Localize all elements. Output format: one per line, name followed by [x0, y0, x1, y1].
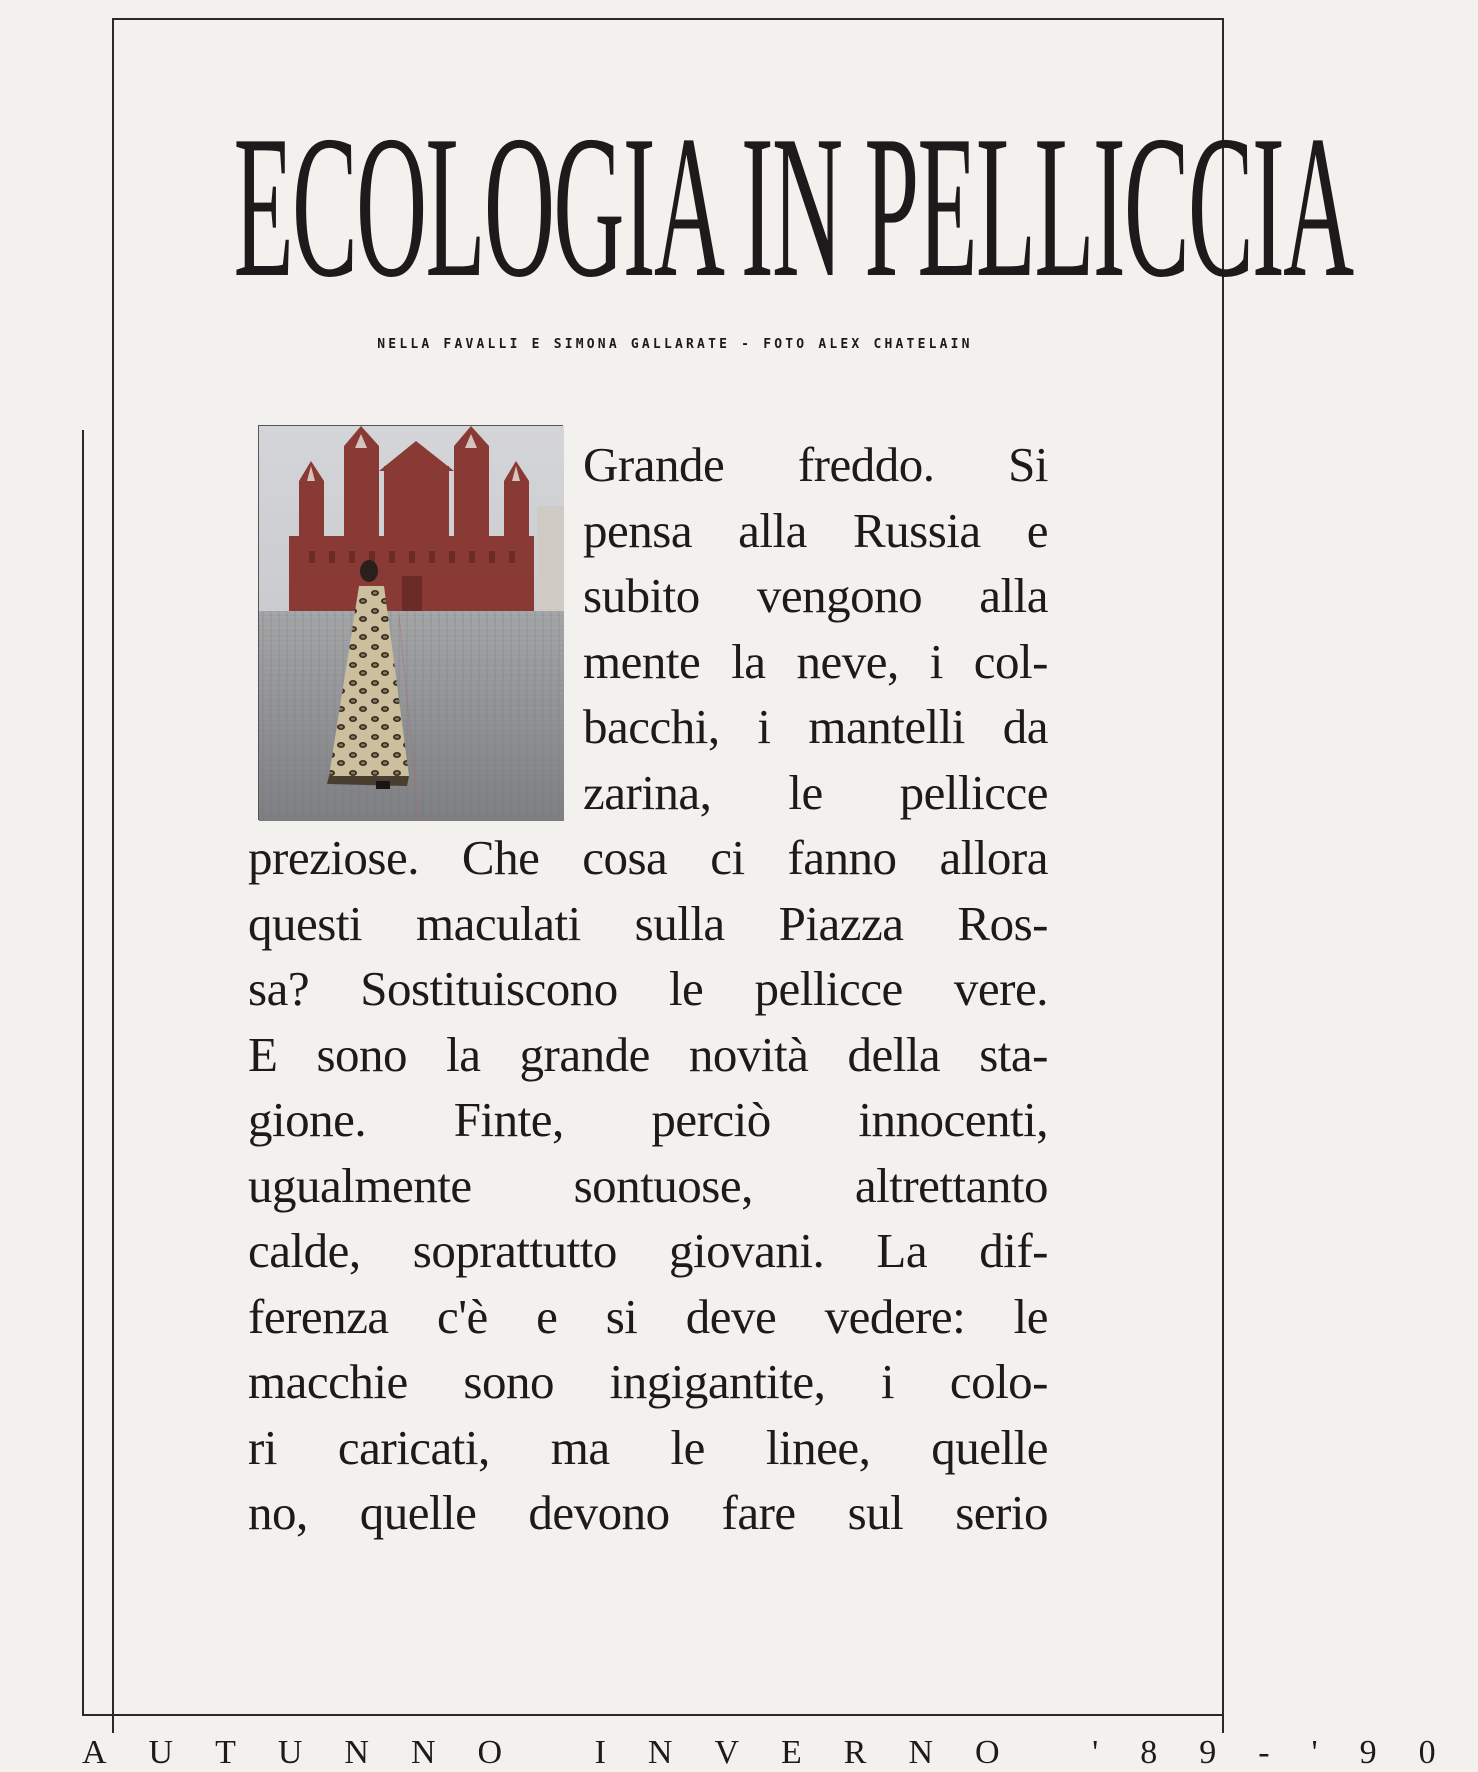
body-line: ri caricati, ma le linee, quelle	[248, 1419, 1048, 1475]
body-line: no, quelle devono fare sul serio	[248, 1485, 1048, 1540]
body-line: questi maculati sulla Piazza Ros-	[248, 895, 1048, 951]
footer-running-head-strip	[82, 1728, 1478, 1771]
footer-running-head: AUTUNNO INVERNO '89-'90	[82, 1734, 1478, 1771]
body-line: sa? Sostituiscono le pellicce vere.	[248, 961, 1048, 1016]
frame-bottom-rule	[82, 1714, 1224, 1716]
body-line: gione. Finte, perciò innocenti,	[248, 1092, 1048, 1147]
body-line: pensa alla Russia e	[583, 502, 1048, 558]
article-headline: ECOLOGIA IN PELLICCIA	[233, 93, 1353, 320]
body-line: E sono la grande novità della sta-	[248, 1026, 1048, 1082]
body-line: zarina, le pellicce	[583, 764, 1048, 820]
body-line: Grande freddo. Si	[583, 437, 1048, 492]
body-line: ferenza c'è e si deve vedere: le	[248, 1288, 1048, 1344]
article-byline: NELLA FAVALLI E SIMONA GALLARATE - FOTO ALEX CHATELAIN	[377, 337, 973, 352]
body-line: preziose. Che cosa ci fanno allora	[248, 830, 1048, 885]
body-line: calde, soprattutto giovani. La dif-	[248, 1223, 1048, 1278]
body-line: mente la neve, i col-	[583, 633, 1048, 689]
body-line: subito vengono alla	[583, 568, 1048, 623]
body-line: macchie sono ingigantite, i colo-	[248, 1354, 1048, 1409]
body-line: bacchi, i mantelli da	[583, 699, 1048, 754]
article-body	[248, 432, 1048, 1546]
frame-left-rule	[82, 430, 84, 1715]
body-line: ugualmente sontuose, altrettanto	[248, 1157, 1048, 1213]
